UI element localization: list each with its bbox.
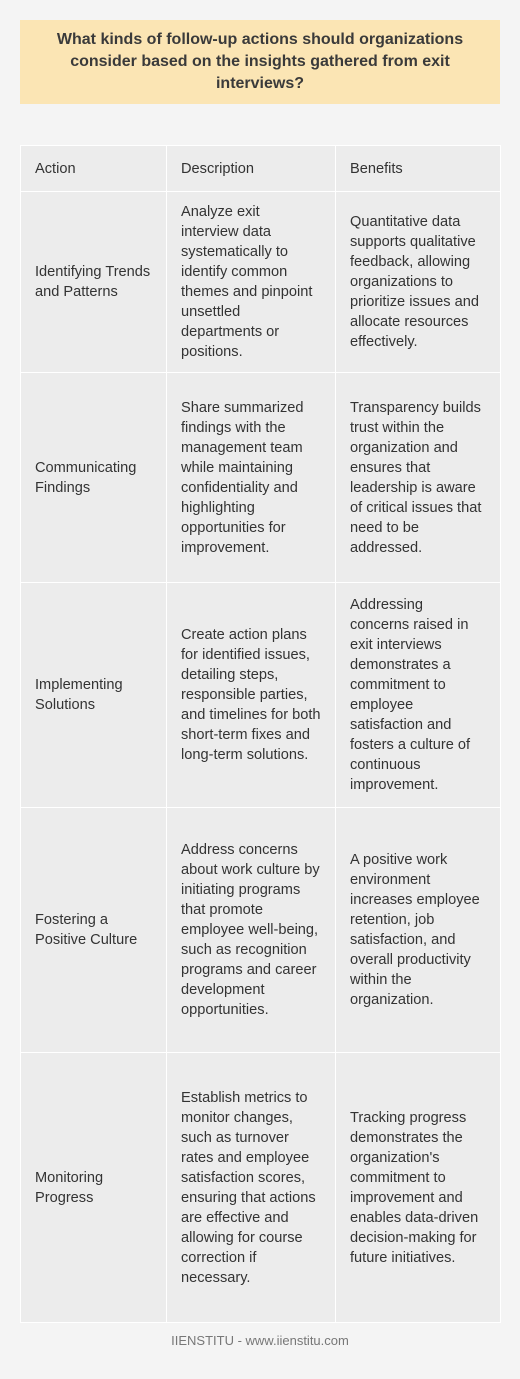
cell-benefits: Quantitative data supports qualitative feedback, allowing organizations to prioritize issues and allocate resources effectively. [336, 192, 501, 373]
table-row [21, 192, 501, 373]
actions-table [20, 145, 501, 1323]
header-benefits: Benefits [336, 146, 501, 192]
cell-description: Analyze exit interview data systematically to identify common themes and pinpoint unsettled departments or positions. [167, 192, 336, 373]
cell-action: Communicating Findings [21, 373, 167, 583]
cell-benefits: Tracking progress demonstrates the organization's commitment to improvement and enables data-driven decision-making for future initiatives. [336, 1053, 501, 1323]
header-action: Action [21, 146, 167, 192]
table-row [21, 373, 501, 583]
cell-benefits: A positive work environment increases employee retention, job satisfaction, and overall productivity within the organization. [336, 808, 501, 1053]
cell-benefits: Addressing concerns raised in exit interviews demonstrates a commitment to employee satisfaction and fosters a culture of continuous improvement. [336, 583, 501, 808]
table-row [21, 808, 501, 1053]
cell-action: Identifying Trends and Patterns [21, 192, 167, 373]
footer-credit: IIENSTITU - www.iienstitu.com [171, 1333, 349, 1348]
title-banner [20, 20, 500, 104]
table-row [21, 1053, 501, 1323]
cell-description: Establish metrics to monitor changes, such as turnover rates and employee satisfaction scores, ensuring that actions are effective and allowing for course correction if necessary. [167, 1053, 336, 1323]
table-row [21, 583, 501, 808]
cell-benefits: Transparency builds trust within the organization and ensures that leadership is aware of critical issues that need to be addressed. [336, 373, 501, 583]
cell-description: Create action plans for identified issues, detailing steps, responsible parties, and timelines for both short-term fixes and long-term solutions. [167, 583, 336, 808]
cell-action: Fostering a Positive Culture [21, 808, 167, 1053]
header-description: Description [167, 146, 336, 192]
cell-description: Share summarized findings with the management team while maintaining confidentiality and highlighting opportunities for improvement. [167, 373, 336, 583]
cell-action: Implementing Solutions [21, 583, 167, 808]
page-title: What kinds of follow-up actions should organizations consider based on the insights gathered from exit interviews? [56, 31, 464, 92]
cell-description: Address concerns about work culture by initiating programs that promote employee well-being, such as recognition programs and career development opportunities. [167, 808, 336, 1053]
cell-action: Monitoring Progress [21, 1053, 167, 1323]
table-header-row [21, 146, 501, 192]
